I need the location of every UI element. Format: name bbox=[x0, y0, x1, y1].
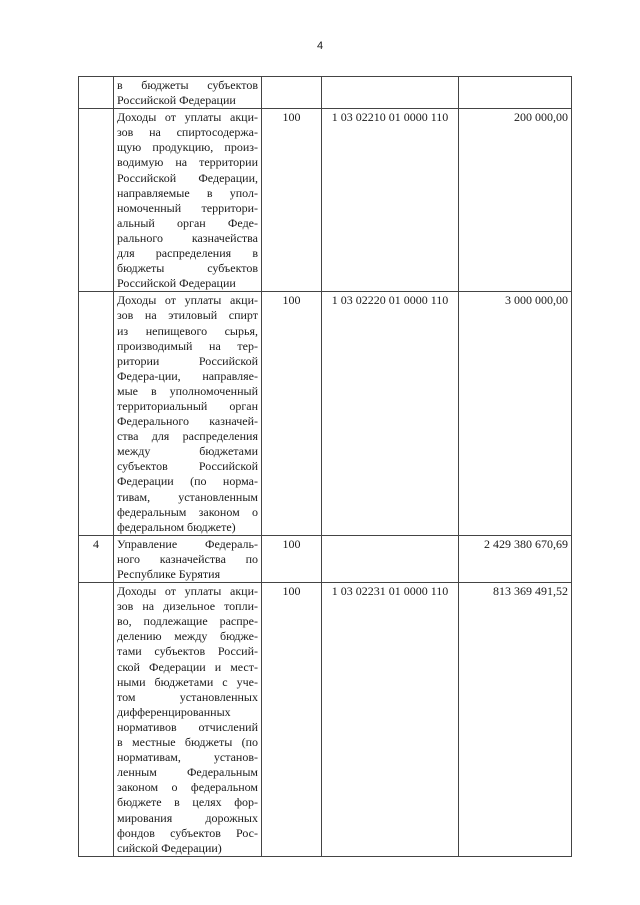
revenue-name-line: сийской Федерации) bbox=[117, 840, 222, 855]
admin-code-cell: 100 bbox=[262, 109, 322, 292]
revenue-name-line: законом о федеральном bbox=[117, 780, 258, 795]
revenue-name-line: бюджеты субъектов bbox=[117, 261, 258, 276]
revenue-name-line: том установленных bbox=[117, 689, 258, 704]
revenue-name-cell bbox=[114, 109, 262, 292]
kbk-code-cell bbox=[322, 77, 459, 109]
kbk-code-cell bbox=[322, 535, 459, 582]
admin-code-cell bbox=[262, 77, 322, 109]
row-number-cell bbox=[79, 292, 114, 536]
table-row bbox=[79, 583, 572, 857]
row-number-cell bbox=[79, 77, 114, 109]
table-row bbox=[79, 292, 572, 536]
revenue-name-line: зов на дизельное топли- bbox=[117, 599, 258, 614]
revenue-name-line: мые в уполномоченный bbox=[117, 383, 258, 398]
revenue-name-line: Доходы от уплаты акци- bbox=[117, 293, 258, 308]
revenue-name-line: мирования дорожных bbox=[117, 810, 258, 825]
admin-code-cell: 100 bbox=[262, 535, 322, 582]
amount-cell: 813 369 491,52 bbox=[459, 583, 572, 857]
revenue-name-line: делению между бюдже- bbox=[117, 629, 258, 644]
revenue-name-line: тами субъектов Россий- bbox=[117, 644, 258, 659]
revenue-name-line: из непищевого сырья, bbox=[117, 323, 258, 338]
revenue-name-line: Доходы от уплаты акци- bbox=[117, 584, 258, 599]
kbk-code-cell: 1 03 02210 01 0000 110 bbox=[322, 109, 459, 292]
kbk-code-cell: 1 03 02220 01 0000 110 bbox=[322, 292, 459, 536]
revenue-name-line: Федерального казначей- bbox=[117, 414, 258, 429]
revenue-name-line: Российской Федерации bbox=[117, 93, 236, 108]
admin-code-cell: 100 bbox=[262, 292, 322, 536]
revenue-name-line: производимый на тер- bbox=[117, 338, 258, 353]
amount-cell: 200 000,00 bbox=[459, 109, 572, 292]
revenue-name-line: фондов субъектов Рос- bbox=[117, 825, 258, 840]
kbk-code-cell: 1 03 02231 01 0000 110 bbox=[322, 583, 459, 857]
revenue-name-line: ленным Федеральным bbox=[117, 765, 258, 780]
revenue-name-line: субъектов Российской bbox=[117, 459, 258, 474]
revenue-name-line: водимую на территории bbox=[117, 155, 258, 170]
revenue-name-line: Федера-ции, направляе- bbox=[117, 368, 258, 383]
revenue-name-line: в бюджеты субъектов bbox=[117, 78, 258, 92]
row-number-cell bbox=[79, 583, 114, 857]
revenue-name-line: нормативам, установ- bbox=[117, 750, 258, 765]
revenue-name-cell bbox=[114, 77, 262, 109]
revenue-name-cell bbox=[114, 292, 262, 536]
revenue-name-line: федеральным законом о bbox=[117, 504, 258, 519]
table-row bbox=[79, 535, 572, 582]
table-row bbox=[79, 77, 572, 109]
revenue-name-line: Доходы от уплаты акци- bbox=[117, 110, 258, 125]
revenue-name-line: в местные бюджеты (по bbox=[117, 735, 258, 750]
revenue-name-line: Российской Федерации, bbox=[117, 170, 258, 185]
amount-cell bbox=[459, 77, 572, 109]
row-number-cell: 4 bbox=[79, 535, 114, 582]
revenue-name-line: Республике Бурятия bbox=[117, 567, 221, 581]
revenue-name-line: между бюджетами bbox=[117, 444, 258, 459]
revenue-name-line: Российской Федерации bbox=[117, 276, 236, 291]
revenue-name-line: территориальный орган bbox=[117, 398, 258, 413]
revenue-name-line: ритории Российской bbox=[117, 353, 258, 368]
revenue-name-line: нормативов отчислений bbox=[117, 719, 258, 734]
revenue-name-cell bbox=[114, 535, 262, 582]
revenue-name-line: федеральном бюджете) bbox=[117, 519, 236, 534]
revenue-name-line: зов на спиртосодержа- bbox=[117, 125, 258, 140]
page-number: 4 bbox=[316, 40, 324, 52]
admin-code-cell: 100 bbox=[262, 583, 322, 857]
revenue-name-line: ными бюджетами с уче- bbox=[117, 674, 258, 689]
revenue-name-line: ного казначейства по bbox=[117, 551, 258, 566]
revenue-name-cell bbox=[114, 583, 262, 857]
amount-cell: 2 429 380 670,69 bbox=[459, 535, 572, 582]
revenue-name-line: тивам, установленным bbox=[117, 489, 258, 504]
revenue-name-line: зов на этиловый спирт bbox=[117, 308, 258, 323]
row-number-cell bbox=[79, 109, 114, 292]
revenue-name-line: для распределения в bbox=[117, 246, 258, 261]
revenue-name-line: ства для распределения bbox=[117, 429, 258, 444]
revenue-name-line: рального казначейства bbox=[117, 230, 258, 245]
revenue-name-line: альный орган Феде- bbox=[117, 215, 258, 230]
revenue-name-line: щую продукцию, произ- bbox=[117, 140, 258, 155]
revenue-name-line: направляемые в упол- bbox=[117, 185, 258, 200]
revenue-name-line: дифференцированных bbox=[117, 704, 231, 719]
revenue-name-line: во, подлежащие распре- bbox=[117, 614, 258, 629]
revenue-name-line: Федерации (по норма- bbox=[117, 474, 258, 489]
revenue-name-line: ской Федерации и мест- bbox=[117, 659, 258, 674]
amount-cell: 3 000 000,00 bbox=[459, 292, 572, 536]
revenue-table bbox=[78, 76, 572, 857]
revenue-name-line: номоченный территори- bbox=[117, 200, 258, 215]
revenue-name-line: бюджете в целях фор- bbox=[117, 795, 258, 810]
revenue-name-line: Управление Федераль- bbox=[117, 536, 258, 551]
table-row bbox=[79, 109, 572, 292]
